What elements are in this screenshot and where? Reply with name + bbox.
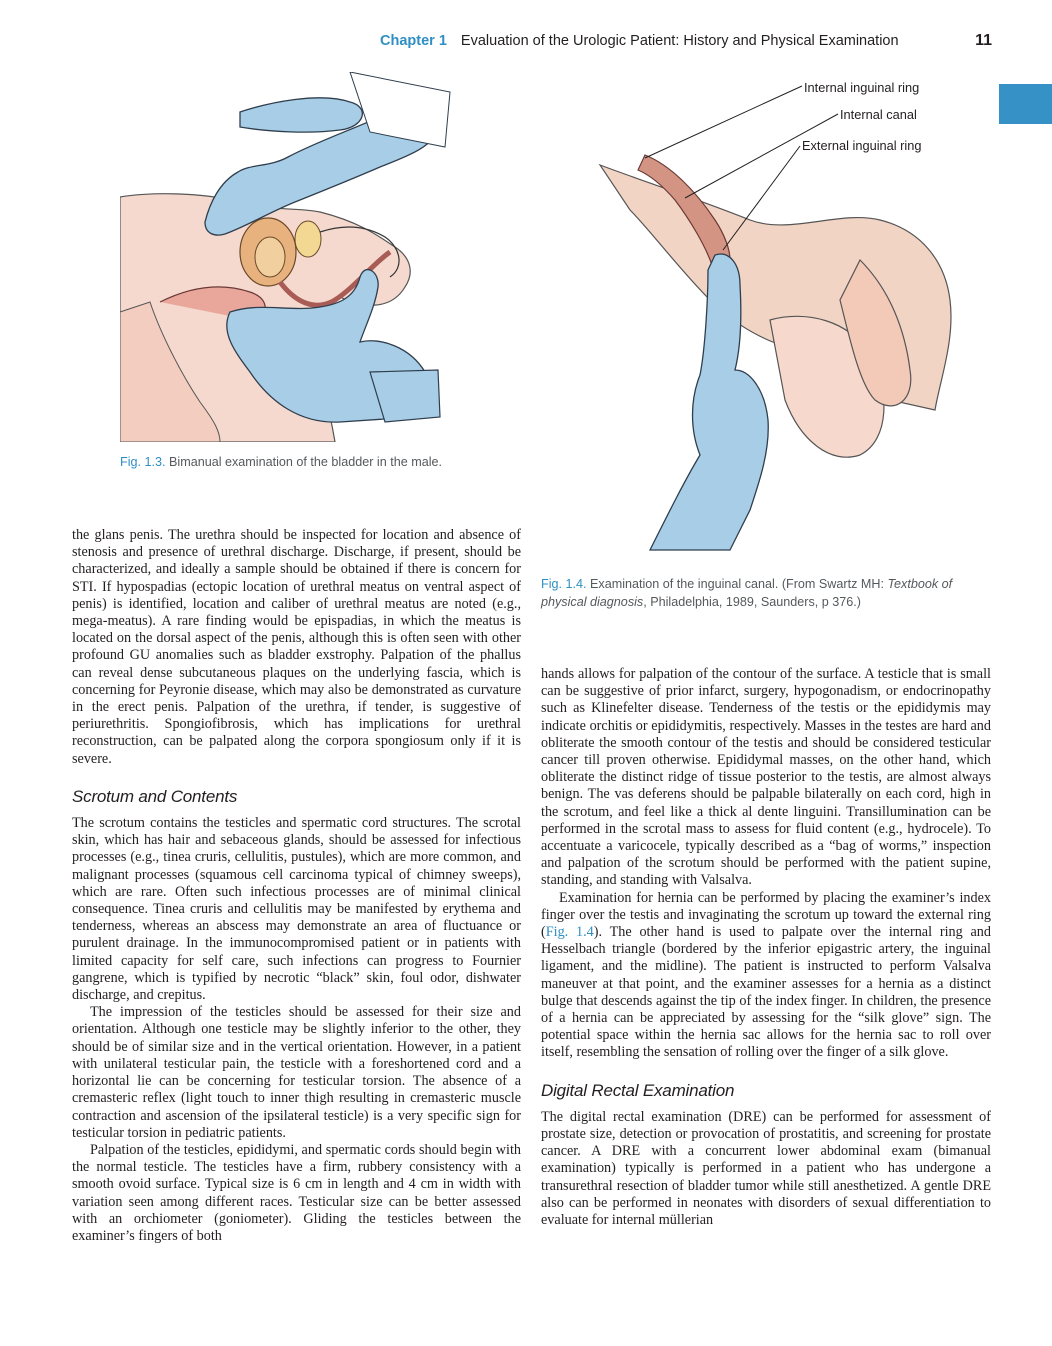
paragraph: The scrotum contains the testicles and spermatic cord structures. The scrotal skin, which has hair and sebaceous glands, should be assessed for infectious processes (e.g., tinea cruris, cellulitis, pustules), which are more common, and malignant processes (squamous cell carcinoma typical of chimney sweeps), which are rare. Often such infectious processes are of minimal clinical consequence. Tinea cruris and cellulitis may be manifested by erythema and tenderness, whereas an abscess may demonstrate an area of fluctuance or purulent drainage. In the immunocompromised patient or in patients with limited capacity for self care, such infections can progress to Fournier gangrene, which is typified by necrotic “black” skin, foul odor, dishwater discharge, and crepitus. (72, 815, 521, 1004)
page-number: 11 (975, 32, 992, 49)
paragraph: The impression of the testicles should be assessed for their size and orientation. Although one testicle may be slightly inferior to the other, they should be of similar size and in the vertical orientation. However, in a patient with unilateral testicular pain, the testicle with a foreshortened cord and a horizontal lie can be concerning for testicular torsion. The absence of a cremasteric reflex (light touch to inner thigh resulting in cremasteric muscle contraction and ascension of the ipsilateral testicle) is a very specific sign for testicular torsion in pediatric patients. (72, 1004, 521, 1141)
chapter-thumb-tab (999, 84, 1052, 124)
label-internal-inguinal-ring: Internal inguinal ring (804, 80, 920, 95)
figure-1-4-caption-book: Textbook of physical diagnosis (541, 577, 953, 609)
left-column (72, 527, 521, 1245)
running-header (380, 33, 992, 55)
figure-1-3-caption (120, 453, 540, 471)
paragraph: The digital rectal examination (DRE) can be performed for assessment of prostate size, detection or provocation of prostatitis, and screening for prostate cancer. A DRE with a concurrent lower abdominal exam (bimanual examination) typically is performed in a patient who has undergone a transurethral resection of bladder tumor while still anesthetized. A gentle DRE also can be performed in neonates with disorders of sexual differentiation to evaluate for internal müllerian (541, 1108, 991, 1229)
paragraph-text: Examination for hernia can be performed by placing the examiner’s index finger over the testis and invaginating the scrotum up toward the external ring ( (541, 889, 991, 941)
paragraph: the glans penis. The urethra should be inspected for location and absence of stenosis and presence of urethral discharge. Discharge, if present, should be characterized, and ideally a sample should be obtained if there is concern for STI. If hypospadias (ectopic location of urethral meatus on ventral aspect of penis) is identified, location and caliber of urethral meatus are noted (e.g., mega-meatus). A rare finding would be epispadias, in which the meatus is located on the dorsal aspect of the penis, although this is often seen with other profound GU anomalies such as bladder exstrophy. Palpation of the phallus can reveal dense subcutaneous plaques on the underlying fascia, which is concerning for Peyronie disease, which may also be demonstrated as curvature in the erect penis. Palpation of the urethra, if tender, is suggestive of periurethritis. Spongiofibrosis, which has implications for urethral reconstruction, can be palpated along the corpora spongiosum only if it is severe. (72, 527, 521, 767)
figure-1-4-caption-end: , Philadelphia, 1989, Saunders, p 376.) (643, 595, 861, 609)
figure-1-4-label: Fig. 1.4. (541, 577, 587, 591)
figure-1-4-caption (541, 575, 993, 611)
chapter-label: Chapter 1 (380, 33, 447, 49)
section-heading: Digital Rectal Examination (541, 1080, 735, 1100)
figure-1-4-caption-text: Examination of the inguinal canal. (From Swartz MH: (590, 577, 888, 591)
right-column (541, 666, 991, 1229)
figure-1-4 (590, 70, 990, 560)
paragraph: Palpation of the testicles, epididymi, and spermatic cords should begin with the normal testicle. The testicles have a firm, rubbery consistency with a smooth ovoid surface. Typical size is 6 cm in length and 4 cm in width with variation seen among different races. Testicular size can be better assessed with an orchiometer (goniometer). Gliding the testicles between the examiner’s fingers of both (72, 1141, 521, 1244)
figure-reference-link[interactable]: Fig. 1.4 (545, 924, 594, 941)
figure-1-3-caption-text: Bimanual examination of the bladder in the male. (169, 455, 443, 469)
figure-1-3 (120, 72, 455, 442)
inguinal-exam-illustration (590, 70, 990, 560)
label-internal-canal: Internal canal (840, 107, 917, 122)
paragraph (541, 890, 991, 1062)
section-heading: Scrotum and Contents (72, 786, 238, 806)
figure-1-3-label: Fig. 1.3. (120, 455, 166, 469)
paragraph-text: ). The other hand is used to palpate over the internal ring and Hesselbach triangle (bordered by the inferior epigastric artery, the inguinal ligament, and the midline). The patient is instructed to perform Valsalva maneuver at that point, and the examiner assesses for a hernia as a distinct bulge that descends against the tip of the index finger. In children, the presence of a hernia can be appreciated by assessing for the “silk glove” sign. The potential space within the hernia sac allows for the hernia sac to roll over itself, resembling the sensation of rolling over the finger of a silk glove. (541, 924, 991, 1061)
paragraph: hands allows for palpation of the contour of the surface. A testicle that is small can be suggestive of prior infarct, surgery, hypogonadism, or endocrinopathy such as Klinefelter disease. Tenderness of the testis or the epididymis may indicate orchitis or epididymitis, respectively. Masses in the testes are hard and obliterate the smooth contour of the testis and should be considered testicular cancer till proven otherwise. Epididymal masses, on the other hand, which obliterate the distinct ridge of tissue posterior to the testis, are almost always benign. The vas deferens should be palpable bilaterally on each cord, high in the scrotum, and feel like a thick al dente linguini. Transillumination can be performed in the scrotal mass to assess for fluid content (e.g., hydrocele). To accentuate a varicocele, typically described as a “bag of worms,” inspection and palpation of the scrotum should be performed with the patient supine, standing, and standing with Valsalva. (541, 666, 991, 889)
chapter-title: Evaluation of the Urologic Patient: History and Physical Examination (460, 33, 899, 49)
bimanual-exam-illustration (120, 72, 455, 442)
label-external-inguinal-ring: External inguinal ring (802, 138, 922, 153)
